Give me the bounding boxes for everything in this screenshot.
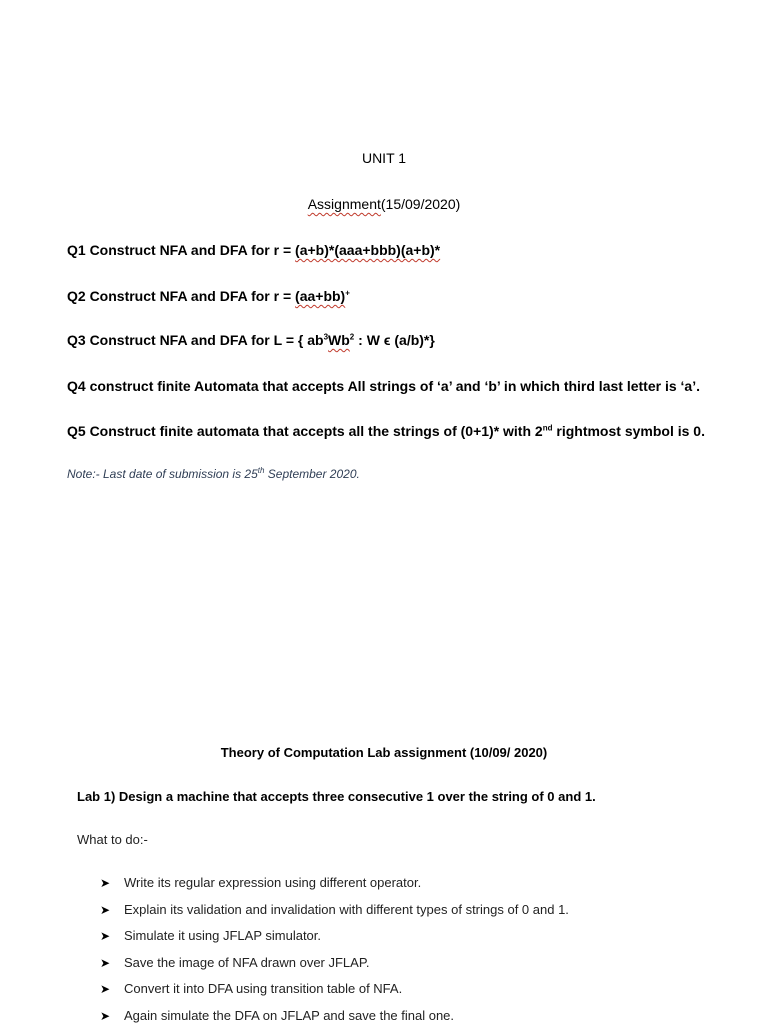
step-text: Convert it into DFA using transition table of NFA. [124,981,403,997]
step-text: Simulate it using JFLAP simulator. [124,928,322,944]
list-item [100,1007,569,1034]
q3-superscript-2: 2 [349,332,355,342]
q3-w-term: Wb [328,332,350,348]
arrowhead-bullet-icon: ➤ [100,902,111,917]
assignment-date: (15/09/2020) [380,196,461,212]
q1-expression: (a+b)*(aaa+bbb)(a+b)* [295,242,441,258]
lab1-heading: Lab 1) Design a machine that accepts three consecutive 1 over the string of 0 and 1. [77,789,596,804]
list-item [100,927,569,954]
assignment-heading [0,196,768,212]
lab-assignment-title: Theory of Computation Lab assignment (10/09/ 2020) [220,745,548,760]
q5-text: Q5 Construct finite automata that accepts all the strings of (0+1)* with 2 [67,423,543,439]
question-q3 [67,332,435,348]
step-text: Save the image of NFA drawn over JFLAP. [124,954,370,970]
note-superscript: th [257,466,265,475]
q2-text: Q2 Construct NFA and DFA for r = [67,288,296,304]
list-item [100,901,569,928]
question-q4: Q4 construct finite Automata that accepts All strings of ‘a’ and ‘b’ in which third last letter is ‘a’. [67,378,700,394]
q3-tail: : W ϵ (a/b)*} [354,332,435,348]
question-q5 [67,423,705,439]
q2-superscript: + [345,288,350,298]
arrowhead-bullet-icon: ➤ [100,982,111,997]
arrowhead-bullet-icon: ➤ [100,929,111,944]
arrowhead-bullet-icon: ➤ [100,1008,111,1023]
assignment-label: Assignment [307,196,381,212]
q5-tail: rightmost symbol is 0. [552,423,705,439]
list-item [100,874,569,901]
submission-note [67,466,360,481]
note-tail: September 2020. [264,467,360,481]
q2-expression: (aa+bb) [295,288,346,304]
question-q1 [67,242,440,258]
list-item [100,980,569,1007]
step-text: Explain its validation and invalidation with different types of strings of 0 and 1. [124,901,569,917]
step-text: Write its regular expression using different operator. [124,875,422,890]
arrowhead-bullet-icon: ➤ [100,876,111,890]
arrowhead-bullet-icon: ➤ [100,955,111,970]
steps-list [100,874,569,1034]
q5-superscript: nd [542,423,553,433]
step-text: Again simulate the DFA on JFLAP and save the final one. [124,1007,455,1023]
q3-superscript-1: 3 [323,332,329,342]
unit-title: UNIT 1 [361,150,407,166]
list-item [100,954,569,981]
q3-text: Q3 Construct NFA and DFA for L = { ab [67,332,324,348]
question-q2 [67,288,350,304]
what-to-do-label: What to do:- [77,832,148,847]
note-text: Note:- Last date of submission is 25 [67,467,258,481]
q1-text: Q1 Construct NFA and DFA for r = [67,242,296,258]
